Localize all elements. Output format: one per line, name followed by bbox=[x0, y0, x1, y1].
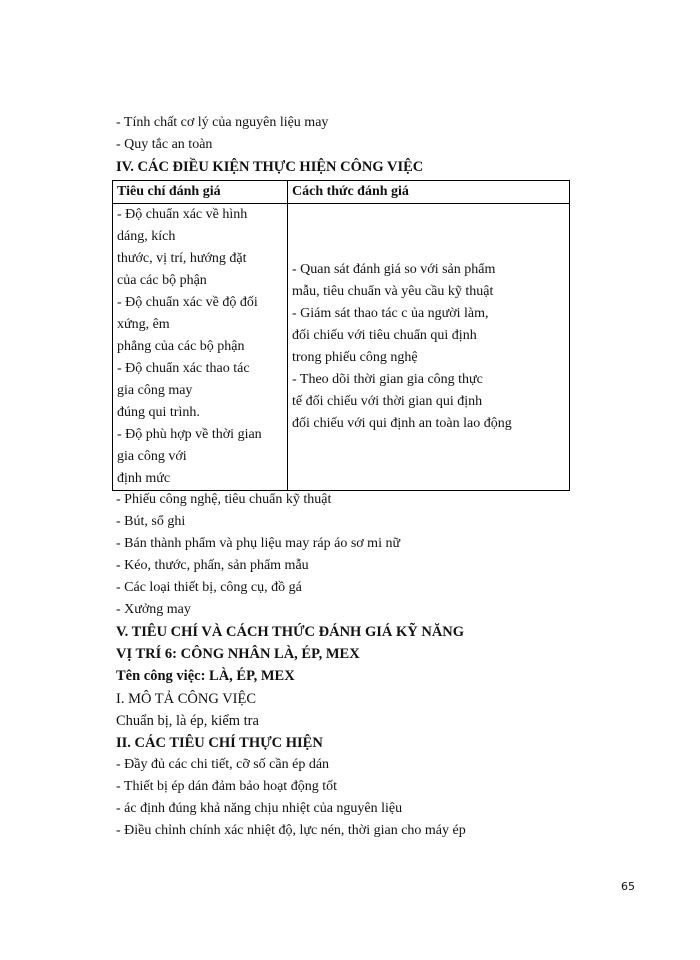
method-cell bbox=[288, 204, 570, 491]
page-number: 65 bbox=[621, 880, 635, 893]
criteria-item: - Đầy đủ các chi tiết, cỡ số cần ép dán bbox=[116, 757, 330, 772]
criteria-line: gia công may bbox=[117, 383, 193, 398]
criteria-line: dáng, kích bbox=[117, 229, 176, 244]
table-header-criteria: Tiêu chí đánh giá bbox=[113, 181, 288, 204]
criteria-line: phẳng của các bộ phận bbox=[117, 339, 245, 354]
evaluation-table bbox=[112, 180, 570, 491]
criteria-cell bbox=[113, 204, 288, 491]
criteria-item: - Điều chỉnh chính xác nhiệt độ, lực nén, thời gian cho máy ép bbox=[116, 823, 466, 838]
condition-item: - Các loại thiết bị, công cụ, đồ gá bbox=[116, 580, 302, 595]
job-description: Chuẩn bị, là ép, kiểm tra bbox=[116, 713, 259, 729]
condition-item: - Kéo, thước, phấn, sản phẩm mẫu bbox=[116, 558, 309, 573]
criteria-line: - Độ chuẩn xác thao tác bbox=[117, 361, 250, 376]
condition-item: - Bán thành phẩm và phụ liệu may ráp áo sơ mi nữ bbox=[116, 536, 401, 551]
criteria-line: xứng, êm bbox=[117, 317, 170, 332]
method-line: đối chiếu với qui định an toàn lao động bbox=[292, 416, 512, 431]
criteria-line: - Độ chuẩn xác về hình bbox=[117, 207, 248, 222]
text-line-material-properties: - Tính chất cơ lý của nguyên liệu may bbox=[116, 115, 329, 130]
text-line-safety-rules: - Quy tắc an toàn bbox=[116, 137, 213, 152]
criteria-line: đúng qui trình. bbox=[117, 405, 200, 420]
criteria-line: - Độ chuẩn xác về độ đối bbox=[117, 295, 258, 310]
table-row bbox=[113, 204, 570, 491]
section-ii-heading: II. CÁC TIÊU CHÍ THỰC HIỆN bbox=[116, 735, 323, 751]
criteria-item: - Thiết bị ép dán đảm bảo hoạt động tốt bbox=[116, 779, 337, 794]
method-line: trong phiếu công nghệ bbox=[292, 350, 418, 365]
section-iv-heading: IV. CÁC ĐIỀU KIỆN THỰC HIỆN CÔNG VIỆC bbox=[116, 159, 424, 175]
method-line: mẫu, tiêu chuẩn và yêu cầu kỹ thuật bbox=[292, 284, 494, 299]
position-heading: VỊ TRÍ 6: CÔNG NHÂN LÀ, ÉP, MEX bbox=[116, 646, 360, 662]
method-line: - Giám sát thao tác c ủa người làm, bbox=[292, 306, 489, 321]
job-name: Tên công việc: LÀ, ÉP, MEX bbox=[116, 668, 295, 684]
criteria-line: định mức bbox=[117, 471, 171, 486]
table-header-method: Cách thức đánh giá bbox=[288, 181, 570, 204]
condition-item: - Bút, sổ ghi bbox=[116, 514, 186, 529]
criteria-line: gia công với bbox=[117, 449, 187, 464]
method-line: - Quan sát đánh giá so với sản phẩm bbox=[292, 262, 496, 277]
condition-item: - Phiếu công nghệ, tiêu chuẩn kỹ thuật bbox=[116, 492, 332, 507]
section-i-heading: I. MÔ TẢ CÔNG VIỆC bbox=[116, 691, 257, 707]
condition-item: - Xưởng may bbox=[116, 602, 191, 617]
method-line: đối chiếu với tiêu chuẩn qui định bbox=[292, 328, 477, 343]
method-line: - Theo dõi thời gian gia công thực bbox=[292, 372, 483, 387]
criteria-line: - Độ phù hợp về thời gian bbox=[117, 427, 262, 442]
criteria-line: thước, vị trí, hướng đặt bbox=[117, 251, 247, 266]
criteria-item: - ác định đúng khả năng chịu nhiệt của nguyên liệu bbox=[116, 801, 403, 816]
criteria-line: của các bộ phận bbox=[117, 273, 207, 288]
section-v-heading: V. TIÊU CHÍ VÀ CÁCH THỨC ĐÁNH GIÁ KỸ NĂNG bbox=[116, 624, 465, 640]
table-header-row bbox=[113, 181, 570, 204]
method-line: tế đối chiếu với thời gian qui định bbox=[292, 394, 483, 409]
